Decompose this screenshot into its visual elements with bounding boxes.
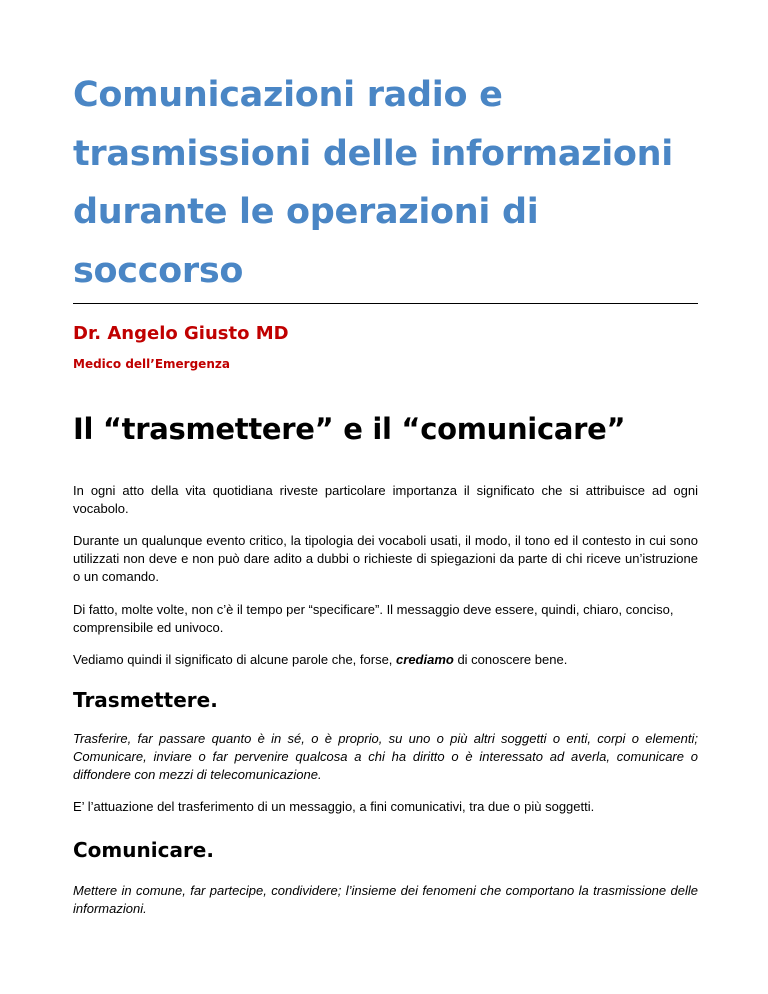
paragraph-significato: [73, 651, 698, 669]
definition-comunicare: Mettere in comune, far partecipe, condividere; l’insieme dei fenomeni che comportano la trasmissione delle informazioni.: [73, 883, 698, 916]
heading-comunicare: Comunicare.: [73, 838, 214, 862]
note-trasmettere: E’ l’attuazione del trasferimento di un messaggio, a fini comunicativi, tra due o più soggetti.: [73, 799, 595, 814]
heading-trasmettere: Trasmettere.: [73, 688, 218, 712]
paragraph-intro: In ogni atto della vita quotidiana riveste particolare importanza il significato che si attribuisce ad ogni vocabolo.: [73, 483, 698, 516]
author-name: Dr. Angelo Giusto MD: [73, 323, 289, 344]
paragraph-significato-start: Vediamo quindi il significato di alcune parole che, forse,: [73, 652, 397, 667]
paragraph-evento-critico: Durante un qualunque evento critico, la tipologia dei vocaboli usati, il modo, il tono ed il contesto in cui sono utilizzati non deve e non può dare adito a dubbi o richieste di spiegazioni da parte di chi riceve un’istruzione o un comando.: [73, 533, 698, 584]
paragraph-messaggio: Di fatto, molte volte, non c’è il tempo per “specificare”. Il messaggio deve essere, quindi, chiaro, conciso, comprensibile ed univoco.: [73, 602, 674, 635]
document-title: Comunicazioni radio e trasmissioni delle informazioni durante le operazioni di soccorso: [73, 75, 673, 291]
definition-trasmettere: Trasferire, far passare quanto è in sé, o è proprio, su uno o più altri soggetti o enti, corpi o elementi; Comunicare, inviare o far pervenire qualcosa a chi ha diritto o è interessato ad averla, comunicare o diffondere con mezzi di telecomunicazione.: [73, 731, 698, 782]
author-role: Medico dell’Emergenza: [73, 357, 230, 371]
title-divider: [73, 303, 698, 304]
paragraph-significato-end: di conoscere bene.: [453, 652, 568, 667]
section-heading-trasmettere-comunicare: Il “trasmettere” e il “comunicare”: [73, 412, 626, 446]
emphasis-crediamo: crediamo: [396, 652, 454, 667]
